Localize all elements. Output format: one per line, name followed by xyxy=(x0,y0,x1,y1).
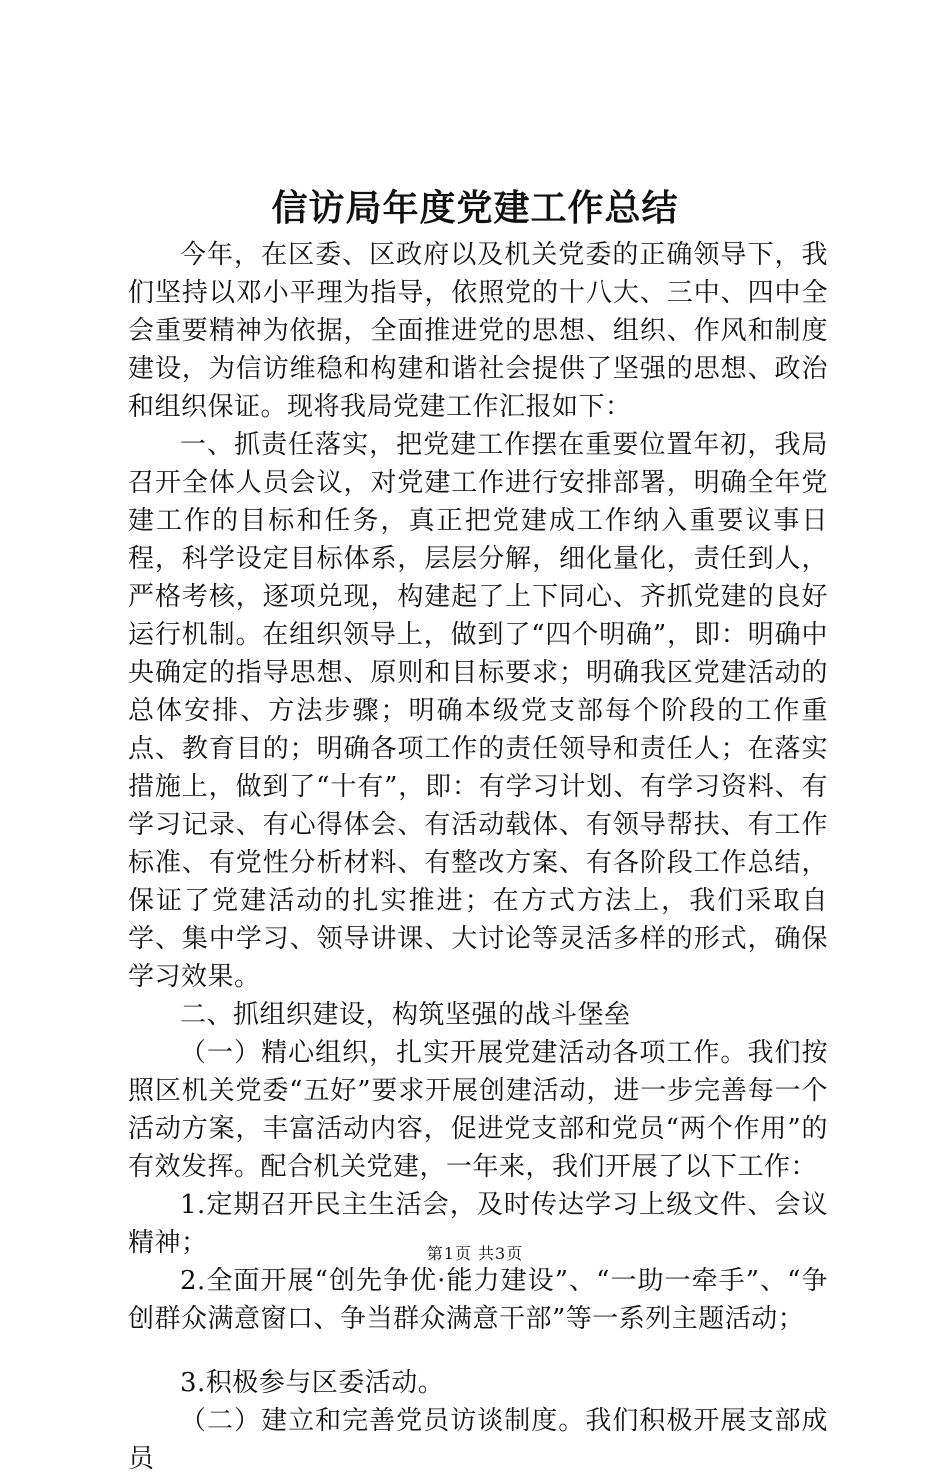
page-footer: 第1页 共3页 xyxy=(426,1244,524,1263)
paragraph-item-1: 1.定期召开民主生活会，及时传达学习上级文件、会议精神； xyxy=(128,1190,828,1258)
document-title: 信访局年度党建工作总结 xyxy=(271,187,679,229)
paragraph-item-2: 2.全面开展“创先争优·能力建设”、“一助一牵手”、“争创群众满意窗口、争当群众满意干部”等一系列主题活动； xyxy=(128,1266,828,1334)
paragraph-subsection-2: （二）建立和完善党员访谈制度。我们积极开展支部成员 xyxy=(128,1406,828,1474)
paragraph-intro: 今年，在区委、区政府以及机关党委的正确领导下，我们坚持以邓小平理为指导，依照党的十八大、三中、四中全会重要精神为依据，全面推进党的思想、组织、作风和制度建设，为信访维稳和构建和谐社会提供了坚强的思想、政治和组织保证。现将我局党建工作汇报如下： xyxy=(128,240,828,422)
paragraph-subsection-1: （一）精心组织，扎实开展党建活动各项工作。我们按照区机关党委“五好”要求开展创建活动，进一步完善每一个活动方案，丰富活动内容，促进党支部和党员“两个作用”的有效发挥。配合机关党建，一年来，我们开展了以下工作： xyxy=(128,1038,828,1182)
paragraph-item-3: 3.积极参与区委活动。 xyxy=(180,1368,445,1398)
paragraph-section-2-heading: 二、抓组织建设，构筑坚强的战斗堡垒 xyxy=(180,1000,631,1030)
paragraph-section-1: 一、抓责任落实，把党建工作摆在重要位置年初，我局召开全体人员会议，对党建工作进行安排部署，明确全年党建工作的目标和任务，真正把党建成工作纳入重要议事日程，科学设定目标体系，层层分解，细化量化，责任到人，严格考核，逐项兑现，构建起了上下同心、齐抓党建的良好运行机制。在组织领导上，做到了“四个明确”，即：明确中央确定的指导思想、原则和目标要求；明确我区党建活动的总体安排、方法步骤；明确本级党支部每个阶段的工作重点、教育目的；明确各项工作的责任领导和责任人；在落实措施上，做到了“十有”，即：有学习计划、有学习资料、有学习记录、有心得体会、有活动载体、有领导帮扶、有工作标准、有党性分析材料、有整改方案、有各阶段工作总结，保证了党建活动的扎实推进；在方式方法上，我们采取自学、集中学习、领导讲课、大讨论等灵活多样的形式，确保学习效果。 xyxy=(128,430,828,992)
document-body xyxy=(128,236,828,1478)
